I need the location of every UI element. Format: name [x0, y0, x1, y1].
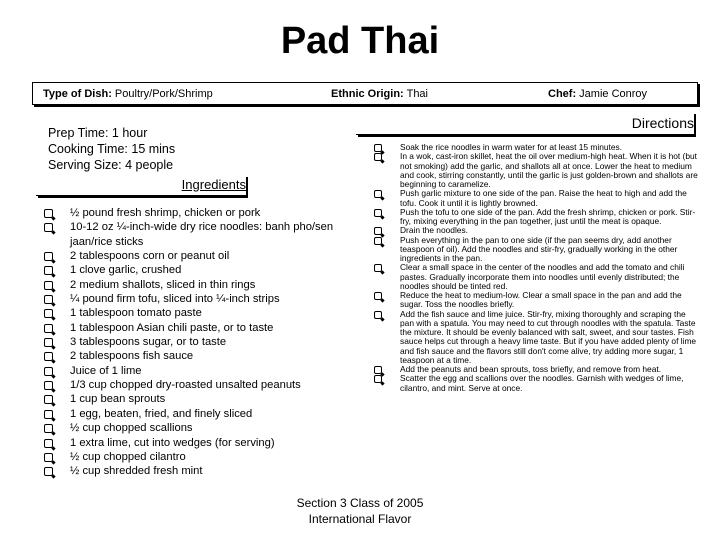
list-item: ½ cup shredded fresh mint: [44, 464, 344, 478]
chef-label: Chef:: [548, 88, 577, 100]
dish-info-bar: [32, 82, 698, 105]
checkbox-bullet-icon: [374, 311, 382, 319]
checkbox-bullet-icon: [374, 237, 382, 245]
list-item: 1 cup bean sprouts: [44, 392, 344, 406]
checkbox-bullet-icon: [374, 375, 382, 383]
checkbox-bullet-icon: [44, 266, 53, 275]
list-item: Push the tofu to one side of the pan. Add the fresh shrimp, chicken or pork. Stir-fry, mixing everything in the pan together, just until the meat is opaque.: [374, 208, 700, 227]
list-item: ½ pound fresh shrimp, chicken or pork: [44, 206, 344, 220]
list-item: Scatter the egg and scallions over the noodles. Garnish with wedges of lime, cilantro, and mint. Serve at once.: [374, 374, 700, 393]
list-item: 10-12 oz ¼-inch-wide dry rice noodles: banh pho/sen jaan/rice sticks: [44, 220, 344, 249]
checkbox-bullet-icon: [44, 324, 53, 333]
list-item: Drain the noodles.: [374, 226, 700, 235]
ethnic-origin: [331, 83, 428, 106]
checkbox-bullet-icon: [44, 309, 53, 318]
footer: [240, 495, 480, 527]
list-item: Clear a small space in the center of the noodles and add the tomato and chili pastes. Gradually incorporate them into noodles until evenly distributed; the noodles should be tinted red.: [374, 263, 700, 291]
list-item: ½ cup chopped cilantro: [44, 450, 344, 464]
ethnic-origin-value: Thai: [406, 88, 428, 100]
footer-line-2: International Flavor: [308, 512, 412, 526]
list-item: 3 tablespoons sugar, or to taste: [44, 335, 344, 349]
checkbox-bullet-icon: [374, 366, 382, 374]
list-item: 1 egg, beaten, fried, and finely sliced: [44, 407, 344, 421]
list-item: Soak the rice noodles in warm water for at least 15 minutes.: [374, 143, 700, 152]
list-item: 1 tablespoon Asian chili paste, or to taste: [44, 321, 344, 335]
checkbox-bullet-icon: [44, 467, 53, 476]
list-item: In a wok, cast-iron skillet, heat the oil over medium-high heat. When it is hot (but not smoking) add the garlic, and shallots all at once. Lower the heat to medium and cook, stirring constantly, until the garlic is just golden-brown and shallots are beginning to caramelize.: [374, 152, 700, 189]
list-item: Push everything in the pan to one side (if the pan seems dry, add another teaspoon of oil). Add the noodles and stir-fry, gradually working in the other ingredients in the pan.: [374, 236, 700, 264]
list-item: 2 medium shallots, sliced in thin rings: [44, 278, 344, 292]
checkbox-bullet-icon: [374, 264, 382, 272]
list-item: Reduce the heat to medium-low. Clear a small space in the pan and add the sugar. Toss the noodles briefly.: [374, 291, 700, 310]
checkbox-bullet-icon: [374, 190, 382, 198]
list-item: ¼ pound firm tofu, sliced into ¼-inch strips: [44, 292, 344, 306]
checkbox-bullet-icon: [44, 453, 53, 462]
checkbox-bullet-icon: [374, 227, 382, 235]
checkbox-bullet-icon: [44, 410, 53, 419]
checkbox-bullet-icon: [374, 292, 382, 300]
ingredients-list: [44, 206, 344, 479]
checkbox-bullet-icon: [44, 223, 53, 232]
list-item: Juice of 1 lime: [44, 364, 344, 378]
checkbox-bullet-icon: [44, 381, 53, 390]
chef: [548, 83, 647, 106]
list-item: 1 extra lime, cut into wedges (for serving): [44, 436, 344, 450]
chef-value: Jamie Conroy: [579, 88, 648, 100]
list-item: 1 tablespoon tomato paste: [44, 306, 344, 320]
footer-line-1: Section 3 Class of 2005: [296, 496, 424, 510]
checkbox-bullet-icon: [374, 209, 382, 217]
checkbox-bullet-icon: [374, 144, 382, 152]
checkbox-bullet-icon: [44, 338, 53, 347]
checkbox-bullet-icon: [44, 252, 53, 261]
list-item: 2 tablespoons corn or peanut oil: [44, 249, 344, 263]
dish-type-value: Poultry/Pork/Shrimp: [114, 88, 213, 100]
ingredients-heading-text: Ingredients: [181, 177, 246, 192]
list-item: 2 tablespoons fish sauce: [44, 349, 344, 363]
checkbox-bullet-icon: [44, 424, 53, 433]
page-title: Pad Thai: [280, 20, 440, 62]
checkbox-bullet-icon: [44, 439, 53, 448]
list-item: 1/3 cup chopped dry-roasted unsalted peanuts: [44, 378, 344, 392]
checkbox-bullet-icon: [374, 153, 382, 161]
dish-type: [43, 83, 213, 106]
directions-heading-text: Directions: [631, 115, 694, 131]
list-item: ½ cup chopped scallions: [44, 421, 344, 435]
checkbox-bullet-icon: [44, 209, 53, 218]
checkbox-bullet-icon: [44, 295, 53, 304]
recipe-meta: [48, 125, 175, 173]
checkbox-bullet-icon: [44, 367, 53, 376]
list-item: Add the fish sauce and lime juice. Stir-fry, mixing thoroughly and scraping the pan with a spatula. You may need to cut through noodles with the spatula. Taste the mixture. It should be evenly balanced with salt, sweet, and sour tastes. Fish sauce helps cut through a heavy lime taste. But if you have added plenty of lime and fish sauce and the flavors still don't come alive, try adding more sugar, 1 teaspoon at a time.: [374, 310, 700, 366]
checkbox-bullet-icon: [44, 395, 53, 404]
cooking-time: Cooking Time: 15 mins: [48, 142, 176, 156]
directions-heading: [356, 112, 694, 135]
ingredients-heading: [36, 175, 246, 196]
checkbox-bullet-icon: [44, 281, 53, 290]
serving-size: Serving Size: 4 people: [48, 158, 174, 172]
list-item: Add the peanuts and bean sprouts, toss briefly, and remove from heat.: [374, 365, 700, 374]
dish-type-label: Type of Dish:: [43, 88, 112, 100]
prep-time: Prep Time: 1 hour: [48, 126, 148, 140]
ethnic-origin-label: Ethnic Origin:: [331, 88, 404, 100]
checkbox-bullet-icon: [44, 352, 53, 361]
list-item: 1 clove garlic, crushed: [44, 263, 344, 277]
directions-list: [374, 143, 700, 393]
list-item: Push garlic mixture to one side of the pan. Raise the heat to high and add the tofu. Cook it until it is lightly browned.: [374, 189, 700, 208]
